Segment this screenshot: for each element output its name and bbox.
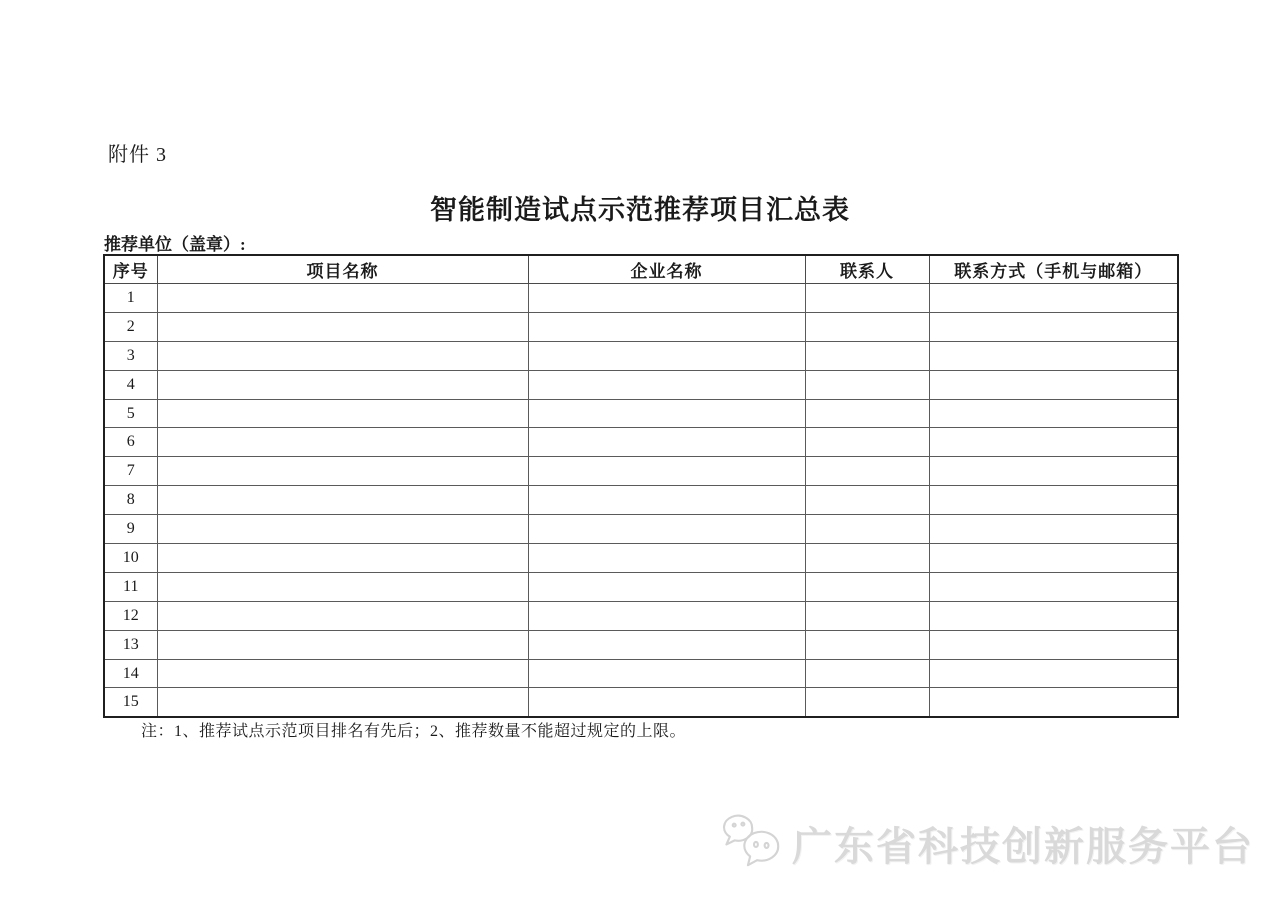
contact-person-cell	[805, 630, 929, 659]
contact-info-cell	[929, 370, 1178, 399]
col-header-seq: 序号	[104, 255, 157, 284]
contact-person-cell	[805, 544, 929, 573]
table-row	[104, 544, 1178, 573]
contact-info-cell	[929, 515, 1178, 544]
watermark-text: 广东省科技创新服务平台	[792, 824, 1254, 869]
row-number-cell: 15	[104, 688, 157, 717]
contact-info-cell	[929, 601, 1178, 630]
company-name-cell	[528, 457, 805, 486]
project-name-cell	[157, 630, 528, 659]
contact-person-cell	[805, 572, 929, 601]
summary-table	[103, 254, 1179, 718]
contact-person-cell	[805, 428, 929, 457]
row-number-cell: 7	[104, 457, 157, 486]
contact-info-cell	[929, 312, 1178, 341]
org-stamp-label: 推荐单位（盖章）:	[104, 235, 246, 254]
company-name-cell	[528, 544, 805, 573]
project-name-cell	[157, 659, 528, 688]
company-name-cell	[528, 312, 805, 341]
col-header-contact-info: 联系方式（手机与邮箱）	[929, 255, 1178, 284]
contact-person-cell	[805, 601, 929, 630]
company-name-cell	[528, 572, 805, 601]
company-name-cell	[528, 659, 805, 688]
table-row	[104, 630, 1178, 659]
table-row	[104, 601, 1178, 630]
contact-person-cell	[805, 399, 929, 428]
row-number-cell: 2	[104, 312, 157, 341]
project-name-cell	[157, 601, 528, 630]
contact-person-cell	[805, 688, 929, 717]
contact-info-cell	[929, 284, 1178, 313]
table-row	[104, 572, 1178, 601]
contact-info-cell	[929, 399, 1178, 428]
contact-info-cell	[929, 630, 1178, 659]
project-name-cell	[157, 428, 528, 457]
contact-person-cell	[805, 457, 929, 486]
row-number-cell: 14	[104, 659, 157, 688]
wechat-logo-icon	[722, 814, 786, 872]
row-number-cell: 10	[104, 544, 157, 573]
project-name-cell	[157, 370, 528, 399]
project-name-cell	[157, 399, 528, 428]
watermark	[722, 814, 1254, 872]
row-number-cell: 3	[104, 341, 157, 370]
project-name-cell	[157, 688, 528, 717]
company-name-cell	[528, 486, 805, 515]
contact-info-cell	[929, 486, 1178, 515]
table-row	[104, 399, 1178, 428]
table-body	[104, 284, 1178, 718]
footnote: 注：1、推荐试点示范项目排名有先后；2、推荐数量不能超过规定的上限。	[141, 723, 687, 740]
row-number-cell: 8	[104, 486, 157, 515]
project-name-cell	[157, 341, 528, 370]
project-name-cell	[157, 457, 528, 486]
company-name-cell	[528, 399, 805, 428]
project-name-cell	[157, 284, 528, 313]
company-name-cell	[528, 428, 805, 457]
contact-info-cell	[929, 659, 1178, 688]
contact-person-cell	[805, 284, 929, 313]
row-number-cell: 12	[104, 601, 157, 630]
table-row	[104, 341, 1178, 370]
company-name-cell	[528, 630, 805, 659]
contact-person-cell	[805, 486, 929, 515]
row-number-cell: 11	[104, 572, 157, 601]
company-name-cell	[528, 688, 805, 717]
project-name-cell	[157, 486, 528, 515]
contact-info-cell	[929, 341, 1178, 370]
contact-person-cell	[805, 659, 929, 688]
contact-person-cell	[805, 312, 929, 341]
table-row	[104, 515, 1178, 544]
contact-info-cell	[929, 457, 1178, 486]
company-name-cell	[528, 341, 805, 370]
table-row	[104, 370, 1178, 399]
table-row	[104, 284, 1178, 313]
project-name-cell	[157, 544, 528, 573]
contact-info-cell	[929, 428, 1178, 457]
project-name-cell	[157, 572, 528, 601]
contact-info-cell	[929, 572, 1178, 601]
contact-person-cell	[805, 515, 929, 544]
attachment-label: 附件 3	[108, 144, 167, 166]
table-row	[104, 486, 1178, 515]
company-name-cell	[528, 601, 805, 630]
project-name-cell	[157, 312, 528, 341]
table-row	[104, 312, 1178, 341]
col-header-contact-person: 联系人	[805, 255, 929, 284]
company-name-cell	[528, 370, 805, 399]
row-number-cell: 1	[104, 284, 157, 313]
col-header-project-name: 项目名称	[157, 255, 528, 284]
row-number-cell: 6	[104, 428, 157, 457]
contact-person-cell	[805, 370, 929, 399]
table-header-row	[104, 255, 1178, 284]
contact-person-cell	[805, 341, 929, 370]
row-number-cell: 4	[104, 370, 157, 399]
project-name-cell	[157, 515, 528, 544]
row-number-cell: 13	[104, 630, 157, 659]
table-row	[104, 688, 1178, 717]
row-number-cell: 5	[104, 399, 157, 428]
page-title: 智能制造试点示范推荐项目汇总表	[430, 195, 850, 225]
company-name-cell	[528, 284, 805, 313]
contact-info-cell	[929, 688, 1178, 717]
table-row	[104, 659, 1178, 688]
company-name-cell	[528, 515, 805, 544]
col-header-company-name: 企业名称	[528, 255, 805, 284]
table-row	[104, 428, 1178, 457]
table-row	[104, 457, 1178, 486]
contact-info-cell	[929, 544, 1178, 573]
row-number-cell: 9	[104, 515, 157, 544]
